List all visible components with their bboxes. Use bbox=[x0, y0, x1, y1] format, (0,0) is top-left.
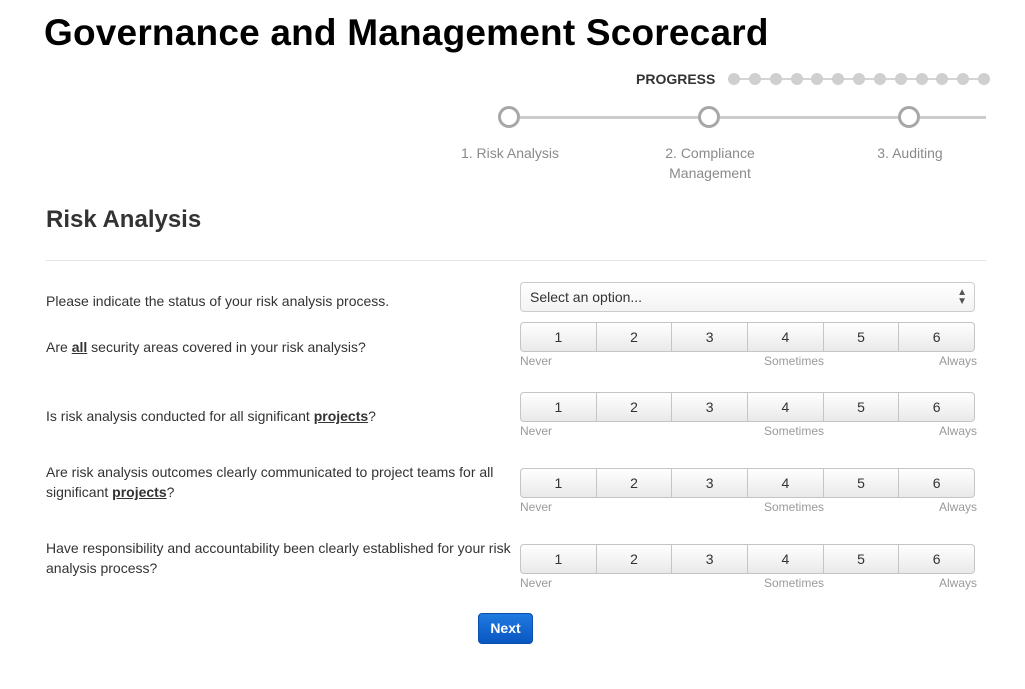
rating-option-2[interactable]: 2 bbox=[596, 393, 672, 421]
rating-option-2[interactable]: 2 bbox=[596, 545, 672, 573]
section-title: Risk Analysis bbox=[46, 206, 202, 233]
rating-hint-never: Never bbox=[520, 354, 553, 368]
rating-option-3[interactable]: 3 bbox=[671, 323, 747, 351]
question-4: Have responsibility and accountability been clearly established for your risk analysis process? bbox=[46, 540, 511, 576]
rating-scale-q4 bbox=[520, 544, 975, 592]
rating-option-6[interactable]: 6 bbox=[898, 469, 974, 497]
question-2: Is risk analysis conducted for all significant projects? bbox=[46, 408, 376, 424]
rating-option-1[interactable]: 1 bbox=[554, 551, 563, 567]
rating-hint-sometimes: Sometimes bbox=[764, 424, 825, 438]
rating-hint-sometimes: Sometimes bbox=[764, 576, 825, 590]
next-button[interactable]: Next bbox=[478, 613, 533, 644]
rating-option-6[interactable]: 6 bbox=[898, 393, 974, 421]
rating-option-4[interactable]: 4 bbox=[747, 545, 823, 573]
select-arrows-icon: ▲ ▼ bbox=[957, 287, 967, 307]
rating-hint-always: Always bbox=[938, 424, 977, 438]
step-3-marker[interactable] bbox=[898, 106, 920, 128]
rating-option-5[interactable]: 5 bbox=[823, 469, 899, 497]
question-3: Are risk analysis outcomes clearly communicated to project teams for all significant projects? bbox=[46, 464, 494, 500]
rating-option-6[interactable]: 6 bbox=[898, 545, 974, 573]
rating-button-group bbox=[520, 392, 975, 422]
status-question-label: Please indicate the status of your risk analysis process. bbox=[46, 293, 390, 309]
rating-hints bbox=[520, 352, 975, 370]
rating-option-3[interactable]: 3 bbox=[671, 469, 747, 497]
rating-scale-q2 bbox=[520, 392, 975, 440]
rating-hint-sometimes: Sometimes bbox=[764, 500, 825, 514]
rating-hints bbox=[520, 498, 975, 516]
status-select[interactable] bbox=[520, 282, 975, 312]
rating-button-group bbox=[520, 468, 975, 498]
rating-option-5[interactable]: 5 bbox=[823, 545, 899, 573]
status-select-value: Select an option... bbox=[530, 289, 643, 305]
rating-hint-never: Never bbox=[520, 424, 553, 438]
rating-option-4[interactable]: 4 bbox=[747, 393, 823, 421]
step-1-label: 1. Risk Analysis bbox=[460, 145, 560, 161]
rating-option-2[interactable]: 2 bbox=[596, 469, 672, 497]
rating-option-1[interactable]: 1 bbox=[554, 329, 563, 345]
progress-label: PROGRESS bbox=[636, 71, 716, 87]
rating-option-4[interactable]: 4 bbox=[747, 469, 823, 497]
rating-scale-q1 bbox=[520, 322, 975, 370]
rating-hint-always: Always bbox=[938, 500, 977, 514]
step-2-label: 2. Compliance Management bbox=[665, 145, 755, 181]
rating-hint-never: Never bbox=[520, 500, 553, 514]
rating-option-2[interactable]: 2 bbox=[596, 323, 672, 351]
rating-option-5[interactable]: 5 bbox=[823, 323, 899, 351]
step-tracker bbox=[0, 0, 1025, 190]
rating-button-group bbox=[520, 544, 975, 574]
step-1-marker[interactable] bbox=[498, 106, 520, 128]
divider bbox=[46, 260, 986, 261]
question-1: Are all security areas covered in your risk analysis? bbox=[46, 339, 366, 355]
rating-option-1[interactable]: 1 bbox=[554, 475, 563, 491]
rating-hints bbox=[520, 574, 975, 592]
rating-option-3[interactable]: 3 bbox=[671, 393, 747, 421]
step-2-marker[interactable] bbox=[698, 106, 720, 128]
step-3-label: 3. Auditing bbox=[877, 145, 943, 161]
rating-hint-never: Never bbox=[520, 576, 553, 590]
rating-option-6[interactable]: 6 bbox=[898, 323, 974, 351]
rating-hint-sometimes: Sometimes bbox=[764, 354, 825, 368]
rating-option-5[interactable]: 5 bbox=[823, 393, 899, 421]
rating-hint-always: Always bbox=[938, 576, 977, 590]
rating-scale-q3 bbox=[520, 468, 975, 516]
rating-button-group bbox=[520, 322, 975, 352]
rating-option-1[interactable]: 1 bbox=[554, 399, 563, 415]
rating-option-3[interactable]: 3 bbox=[671, 545, 747, 573]
rating-option-4[interactable]: 4 bbox=[747, 323, 823, 351]
rating-hint-always: Always bbox=[938, 354, 977, 368]
rating-hints bbox=[520, 422, 975, 440]
page-title: Governance and Management Scorecard bbox=[44, 12, 769, 53]
